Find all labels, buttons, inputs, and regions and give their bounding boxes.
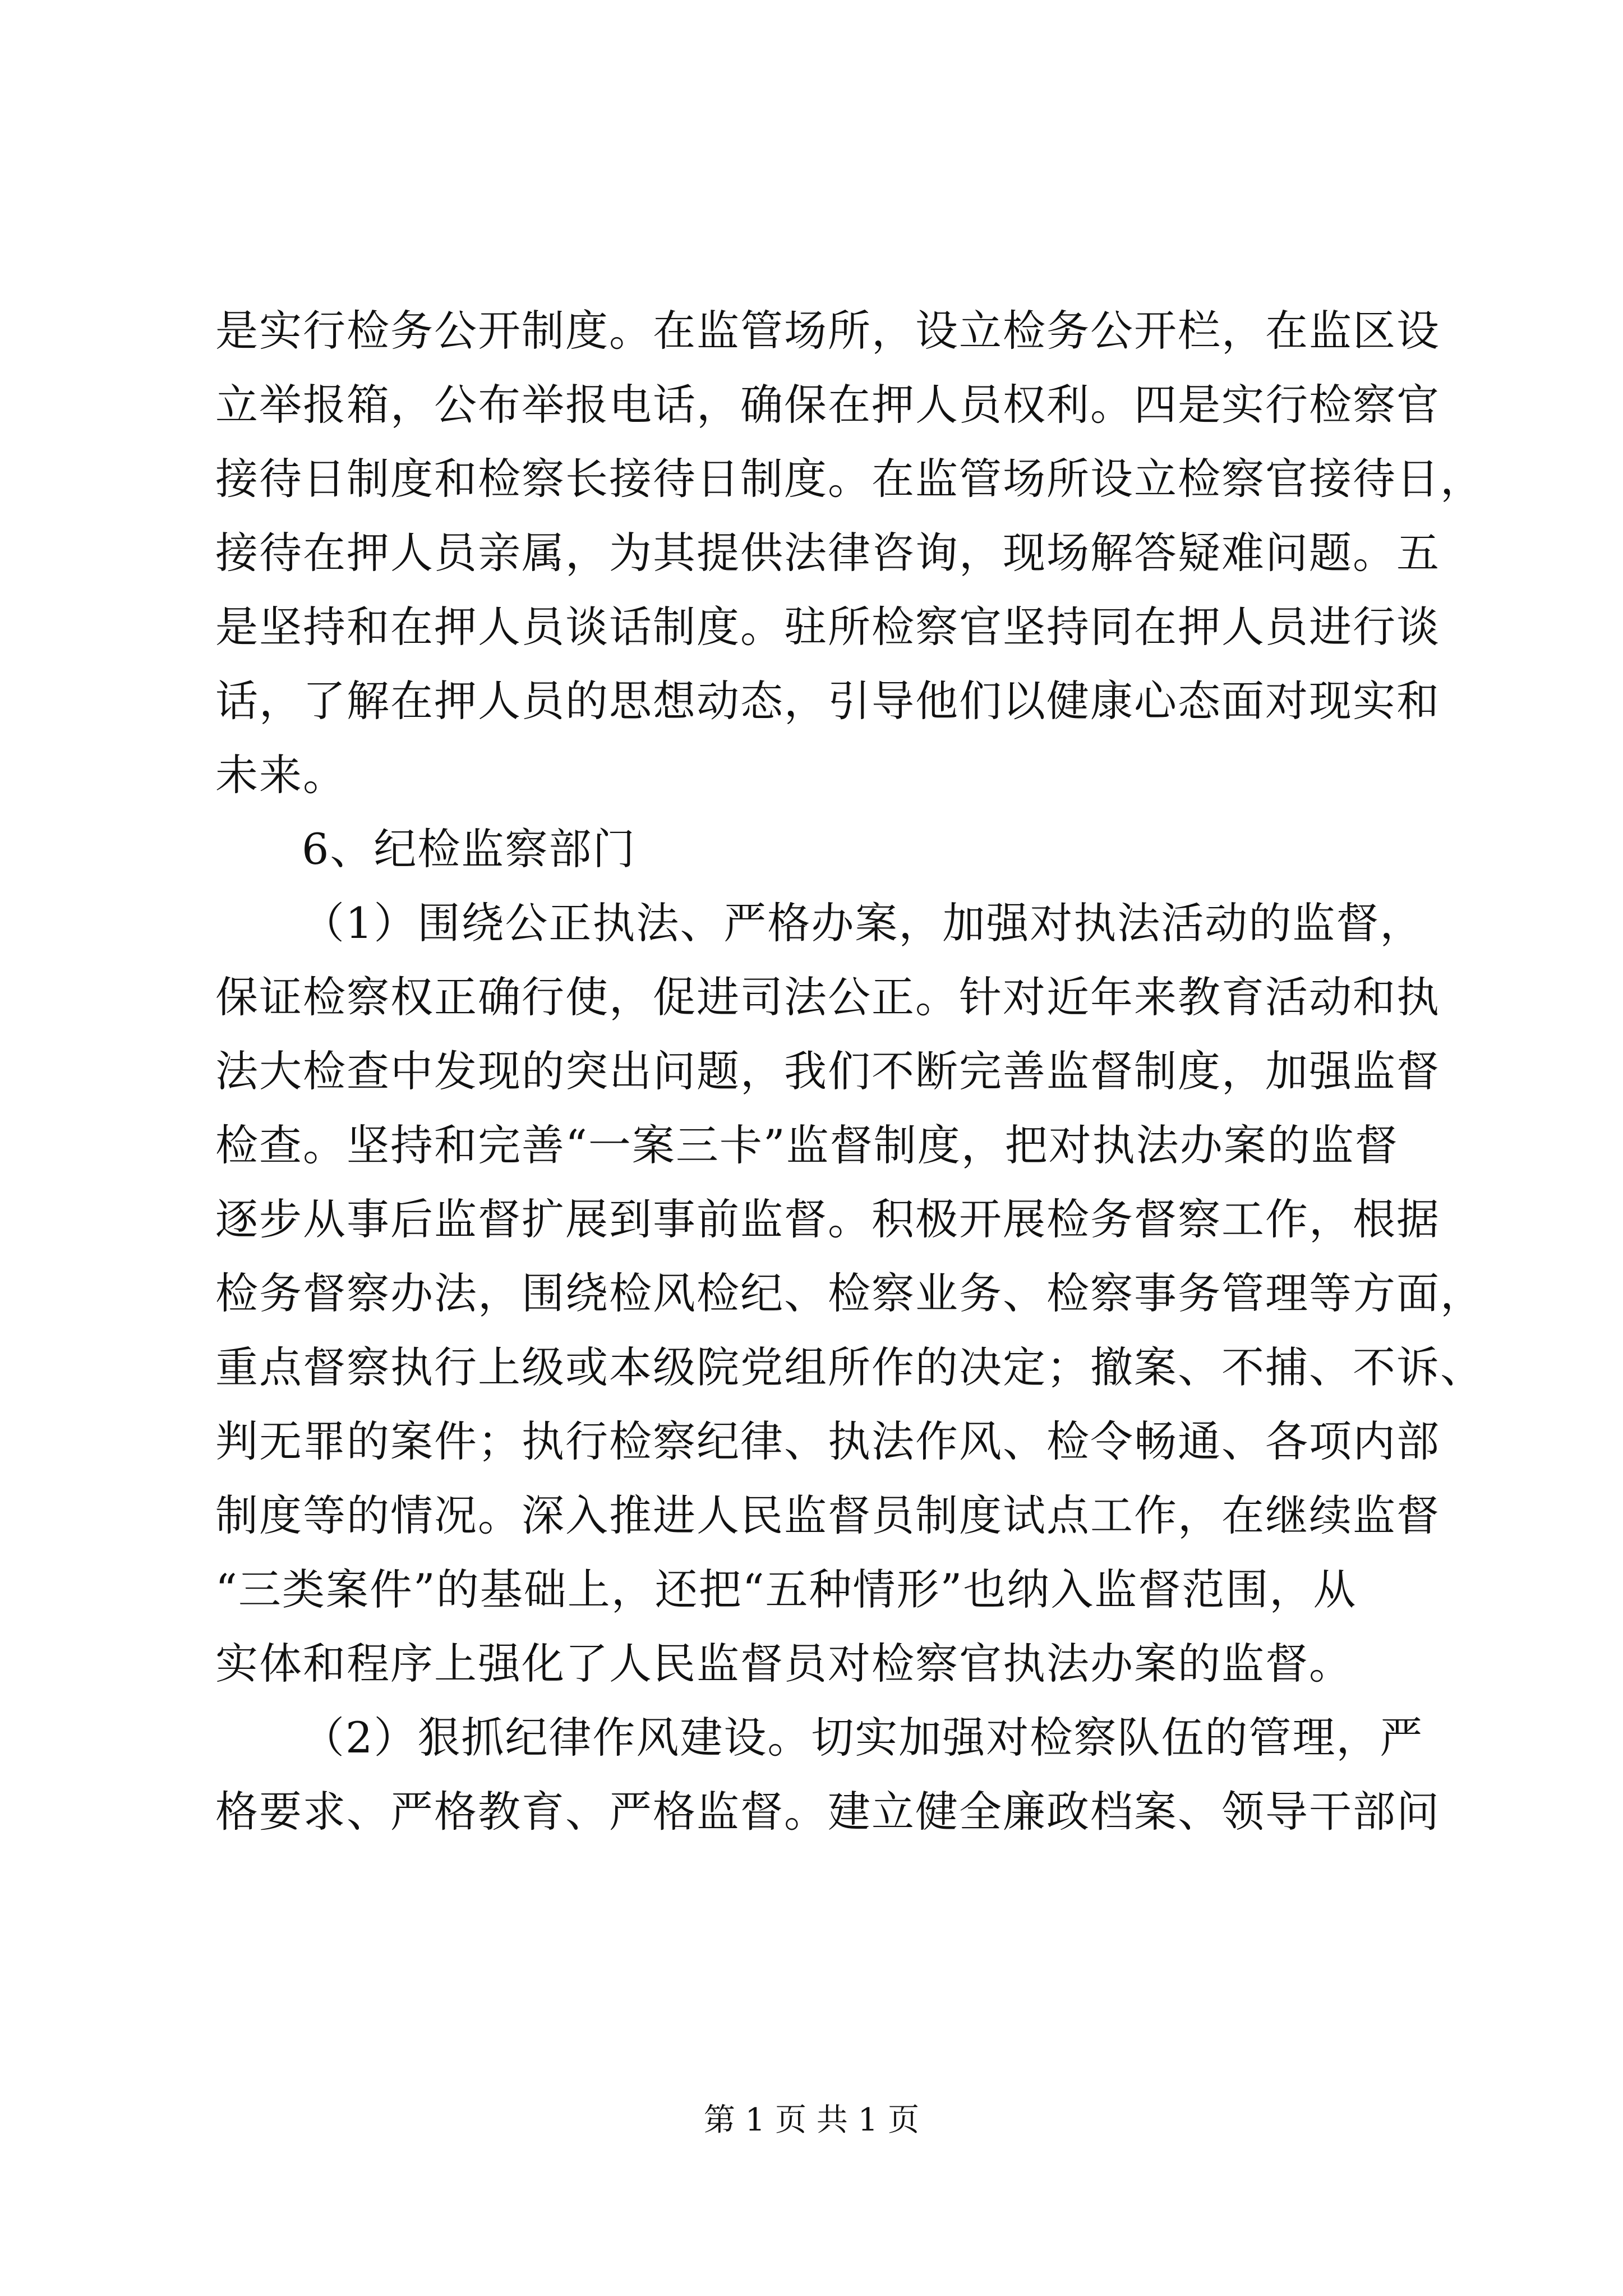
paragraph-line: 重点督察执行上级或本级院党组所作的决定；撤案、不捕、不诉、 xyxy=(215,1342,1484,1392)
paragraph-line: （2）狠抓纪律作风建设。切实加强对检察队伍的管理，严 xyxy=(302,1713,1424,1763)
paragraph-line: 是坚持和在押人员谈话制度。驻所检察官坚持同在押人员进行谈 xyxy=(215,602,1440,652)
paragraph-line: 检务督察办法，围绕检风检纪、检察业务、检察事务管理等方面， xyxy=(215,1268,1484,1318)
paragraph-line: 保证检察权正确行使，促进司法公正。针对近年来教育活动和执 xyxy=(215,972,1440,1022)
paragraph-line: （1）围绕公正执法、严格办案，加强对执法活动的监督， xyxy=(302,898,1424,948)
paragraph-line: 制度等的情况。深入推进人民监督员制度试点工作，在继续监督 xyxy=(215,1490,1440,1540)
paragraph-line: 检查。坚持和完善“一案三卡”监督制度，把对执法办案的监督 xyxy=(215,1120,1399,1170)
page-footer: 第 1 页 共 1 页 xyxy=(703,2102,920,2138)
paragraph-line: 未来。 xyxy=(215,750,347,800)
paragraph-line: 立举报箱，公布举报电话，确保在押人员权利。四是实行检察官 xyxy=(215,380,1440,430)
paragraph-line: 话，了解在押人员的思想动态，引导他们以健康心态面对现实和 xyxy=(215,676,1440,726)
paragraph-line: “三类案件”的基础上，还把“五种情形”也纳入监督范围，从 xyxy=(215,1565,1357,1614)
section-heading: 6、纪检监察部门 xyxy=(302,824,637,874)
paragraph-line: 逐步从事后监督扩展到事前监督。积极开展检务督察工作，根据 xyxy=(215,1194,1440,1244)
paragraph-line: 判无罪的案件；执行检察纪律、执法作风、检令畅通、各项内部 xyxy=(215,1416,1440,1466)
paragraph-line: 格要求、严格教育、严格监督。建立健全廉政档案、领导干部问 xyxy=(215,1787,1440,1837)
paragraph-line: 实体和程序上强化了人民监督员对检察官执法办案的监督。 xyxy=(215,1639,1353,1688)
paragraph-line: 是实行检务公开制度。在监管场所，设立检务公开栏，在监区设 xyxy=(215,306,1440,356)
paragraph-line: 接待在押人员亲属，为其提供法律咨询，现场解答疑难问题。五 xyxy=(215,528,1440,578)
paragraph-line: 接待日制度和检察长接待日制度。在监管场所设立检察官接待日， xyxy=(215,454,1484,504)
paragraph-line: 法大检查中发现的突出问题，我们不断完善监督制度，加强监督 xyxy=(215,1046,1440,1096)
